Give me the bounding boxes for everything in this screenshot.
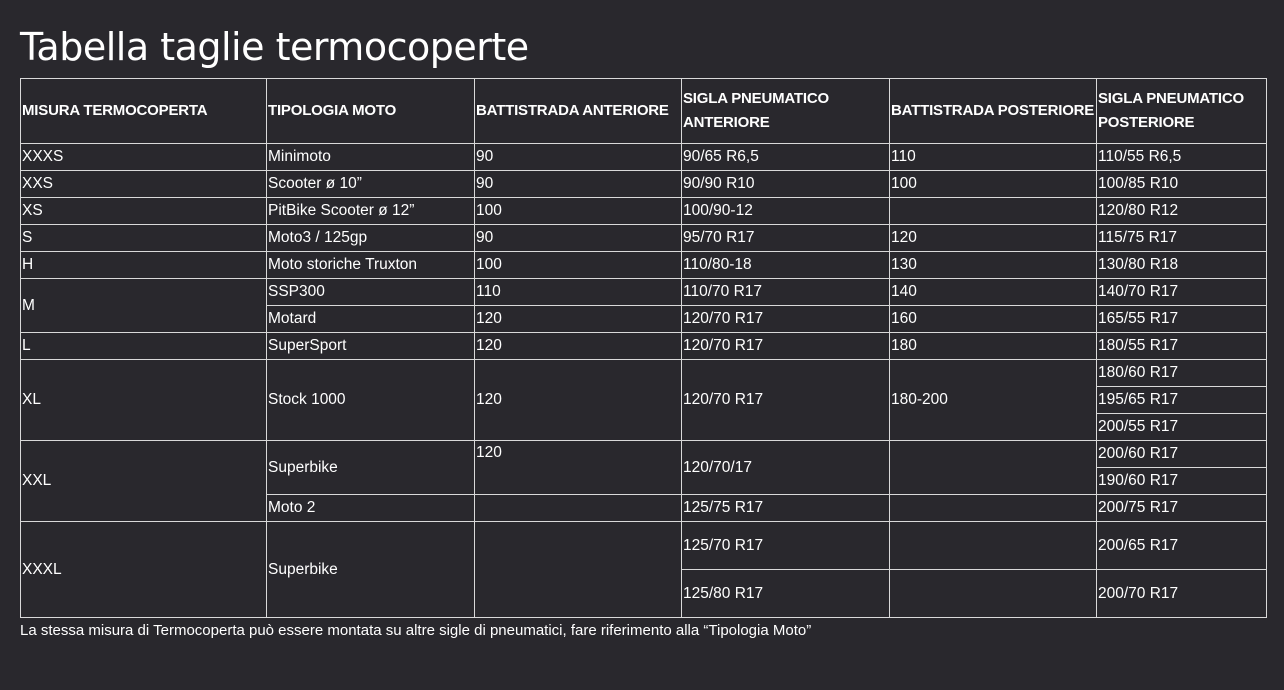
table-cell: 110 <box>890 144 1097 171</box>
size-table <box>20 78 1267 618</box>
table-cell: 190/60 R17 <box>1097 468 1267 495</box>
table-row <box>21 522 1267 570</box>
table-cell: 130 <box>890 252 1097 279</box>
table-row <box>21 198 1267 225</box>
table-cell: Stock 1000 <box>267 360 475 441</box>
table-cell: 200/75 R17 <box>1097 495 1267 522</box>
table-cell: 90 <box>475 171 682 198</box>
table-cell <box>475 495 682 522</box>
table-row <box>21 225 1267 252</box>
table-cell: 90/90 R10 <box>682 171 890 198</box>
table-cell: 100 <box>890 171 1097 198</box>
table-cell: XL <box>21 360 267 441</box>
table-cell: XS <box>21 198 267 225</box>
table-cell: 200/55 R17 <box>1097 414 1267 441</box>
table-cell: Moto3 / 125gp <box>267 225 475 252</box>
table-cell <box>890 522 1097 570</box>
column-header: BATTISTRADA POSTERIORE <box>890 79 1097 144</box>
table-cell: Motard <box>267 306 475 333</box>
table-cell: 180/60 R17 <box>1097 360 1267 387</box>
table-cell: 125/80 R17 <box>682 570 890 618</box>
table-cell: 110/80-18 <box>682 252 890 279</box>
table-cell: Scooter ø 10” <box>267 171 475 198</box>
column-header: SIGLA PNEUMATICO ANTERIORE <box>682 79 890 144</box>
table-cell: 100 <box>475 198 682 225</box>
column-header: MISURA TERMOCOPERTA <box>21 79 267 144</box>
table-cell: Moto storiche Truxton <box>267 252 475 279</box>
table-cell: L <box>21 333 267 360</box>
table-cell: SuperSport <box>267 333 475 360</box>
table-cell: 165/55 R17 <box>1097 306 1267 333</box>
table-row <box>21 252 1267 279</box>
table-cell: XXL <box>21 441 267 522</box>
table-cell: 110 <box>475 279 682 306</box>
table-cell: SSP300 <box>267 279 475 306</box>
table-row <box>21 171 1267 198</box>
table-row <box>21 144 1267 171</box>
page-content <box>20 0 1266 641</box>
table-cell: Moto 2 <box>267 495 475 522</box>
table-cell: 125/75 R17 <box>682 495 890 522</box>
table-row <box>21 360 1267 387</box>
table-cell: 95/70 R17 <box>682 225 890 252</box>
table-cell <box>890 495 1097 522</box>
table-row <box>21 441 1267 468</box>
table-cell: S <box>21 225 267 252</box>
table-cell: XXXL <box>21 522 267 618</box>
table-cell <box>890 570 1097 618</box>
table-cell <box>890 198 1097 225</box>
footnote: La stessa misura di Termocoperta può essere montata su altre sigle di pneumatici, fare riferimento alla “Tipologia Moto” <box>20 622 812 639</box>
table-cell: 110/70 R17 <box>682 279 890 306</box>
table-cell: 120 <box>475 306 682 333</box>
table-cell: 200/65 R17 <box>1097 522 1267 570</box>
table-cell: 90/65 R6,5 <box>682 144 890 171</box>
column-header: SIGLA PNEUMATICO POSTERIORE <box>1097 79 1267 144</box>
table-cell: 115/75 R17 <box>1097 225 1267 252</box>
column-header: BATTISTRADA ANTERIORE <box>475 79 682 144</box>
table-cell: 130/80 R18 <box>1097 252 1267 279</box>
table-cell: 90 <box>475 225 682 252</box>
table-cell: Superbike <box>267 441 475 495</box>
table-cell <box>890 441 1097 495</box>
table-cell: 140/70 R17 <box>1097 279 1267 306</box>
table-cell: Superbike <box>267 522 475 618</box>
table-cell: 100/90-12 <box>682 198 890 225</box>
table-header-row <box>21 79 1267 144</box>
table-row <box>21 333 1267 360</box>
table-cell: 100/85 R10 <box>1097 171 1267 198</box>
table-cell: H <box>21 252 267 279</box>
table-cell: 195/65 R17 <box>1097 387 1267 414</box>
table-cell: 120 <box>475 441 682 495</box>
table-cell: 140 <box>890 279 1097 306</box>
table-cell: 120/80 R12 <box>1097 198 1267 225</box>
table-cell: M <box>21 279 267 333</box>
table-cell: 90 <box>475 144 682 171</box>
table-cell: XXS <box>21 171 267 198</box>
table-cell: Minimoto <box>267 144 475 171</box>
table-cell: 120/70 R17 <box>682 360 890 441</box>
table-cell: 120 <box>475 333 682 360</box>
table-row <box>21 279 1267 306</box>
table-cell: 110/55 R6,5 <box>1097 144 1267 171</box>
table-cell: 200/70 R17 <box>1097 570 1267 618</box>
column-header: TIPOLOGIA MOTO <box>267 79 475 144</box>
table-cell: 180/55 R17 <box>1097 333 1267 360</box>
table-cell: 125/70 R17 <box>682 522 890 570</box>
table-cell: 120 <box>475 360 682 441</box>
table-cell <box>475 522 682 618</box>
table-cell: 120/70 R17 <box>682 333 890 360</box>
table-cell: 120/70/17 <box>682 441 890 495</box>
page-title: Tabella taglie termocoperte <box>20 25 529 69</box>
table-cell: 100 <box>475 252 682 279</box>
table-cell: 120 <box>890 225 1097 252</box>
table-cell: 180 <box>890 333 1097 360</box>
table-cell: 200/60 R17 <box>1097 441 1267 468</box>
table-cell: 160 <box>890 306 1097 333</box>
table-cell: PitBike Scooter ø 12” <box>267 198 475 225</box>
table-cell: 120/70 R17 <box>682 306 890 333</box>
table-cell: XXXS <box>21 144 267 171</box>
table-cell: 180-200 <box>890 360 1097 441</box>
